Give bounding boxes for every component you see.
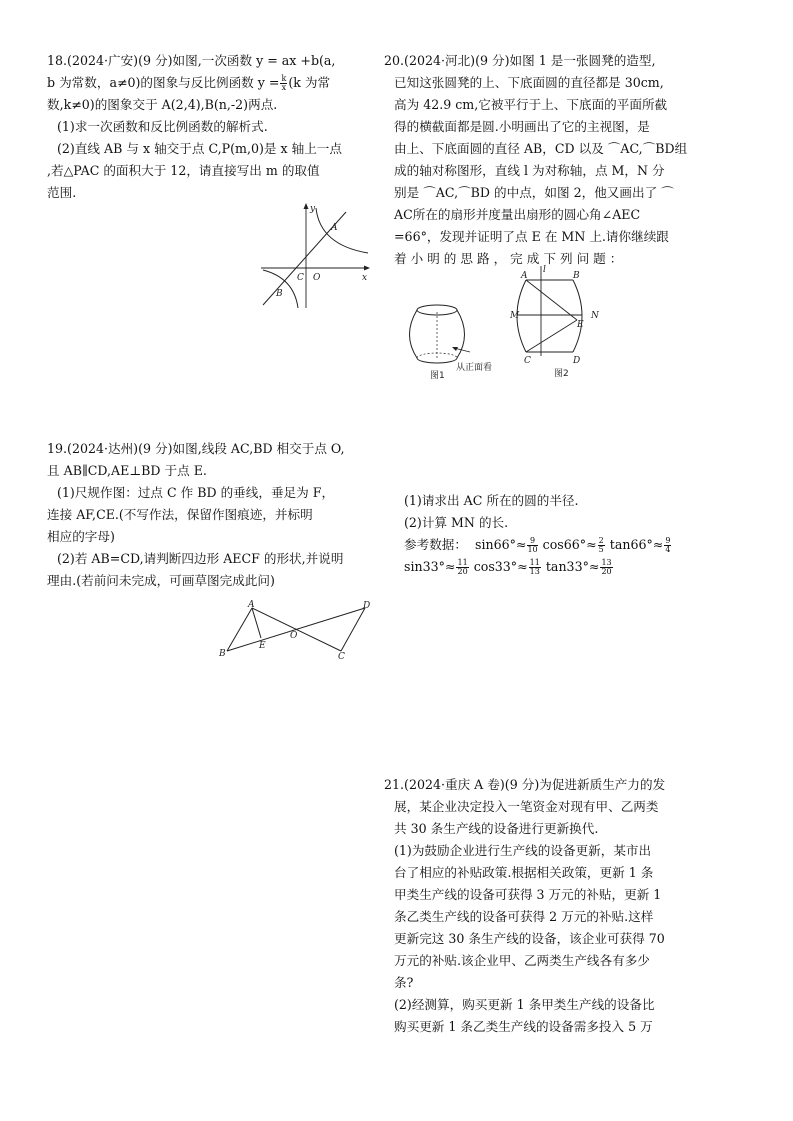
fraction-k-over-x: $\frac{k}{x}$ (281, 74, 287, 92)
label-a: A (331, 223, 338, 233)
label-y: y (310, 204, 316, 214)
q19-part-2-a: (2)若 AB=CD,请判断四边形 AECF 的形状,并说明 (57, 551, 344, 566)
q18-part-2-b: ,若△PAC 的面积大于 12，请直接写出 m 的取值 (47, 163, 320, 178)
label-l: l (543, 265, 546, 275)
label-c: C (524, 356, 531, 366)
q20-line-8: AC所在的扇形并度量出扇形的圆心角∠AEC (394, 207, 641, 222)
label-o: O (313, 273, 321, 283)
label-a: A (248, 600, 255, 610)
q20-line-4: 得的横截面都是圆.小明画出了它的主视图，是 (394, 119, 650, 134)
label-b: B (219, 649, 226, 659)
q19-part-1-c: 相应的字母) (47, 529, 115, 544)
segment-ae (252, 608, 261, 638)
q20-part-1: (1)请求出 AC 所在的圆的半径. (404, 493, 579, 508)
label-m: M (510, 311, 520, 321)
label-d: D (573, 356, 581, 366)
arc-bd (573, 280, 582, 352)
fig1-caption: 图1 (430, 371, 445, 381)
q20-line-7: 别是 ⌒AC,⌒BD 的中点，如图 2，他又画出了 ⌒ (394, 185, 674, 200)
fig2-caption: 图2 (554, 369, 569, 379)
question-20-parts (404, 490, 714, 578)
question-20 (384, 50, 714, 270)
label-o: O (290, 631, 298, 641)
label-c: C (338, 652, 345, 660)
q20-figure-1-stool (400, 290, 510, 382)
q20-line-9: =66°，发现并证明了点 E 在 MN 上.请你继续跟 (394, 229, 669, 244)
bottom-ellipse (417, 358, 457, 363)
label-n: N (591, 311, 599, 321)
q20-reference-line-2: sin33°≈ $\frac{11}{20}$ cos33°≈ $\frac{11}{13}$ tan33°≈ $\frac{13}{20}$ (404, 558, 612, 576)
label-c: C (297, 273, 304, 283)
q19-part-1-b: 连接 AF,CE.(不写作法，保留作图痕迹，并标明 (47, 507, 313, 522)
label-e: E (259, 641, 266, 651)
q20-figure-2-front-view (510, 264, 605, 382)
q20-reference-line-1: 参考数据： sin66°≈ $\frac{9}{10}$ cos66°≈ $\frac{2}{5}$ tan66°≈ $\frac{9}{4}$ (404, 536, 671, 554)
q21-part-1-d: 条乙类生产线的设备可获得 2 万元的补贴.这样 (394, 909, 654, 924)
hyperbola-branch-1 (316, 208, 368, 253)
q21-part-2-a: (2)经测算，购买更新 1 条甲类生产线的设备比 (394, 997, 655, 1012)
q18-function-graph (258, 200, 373, 312)
q20-line-5: 由上、下底面圆的直径 AB，CD 以及 ⌒AC,⌒BD组 (394, 141, 688, 156)
q20-part-2: (2)计算 MN 的长. (404, 515, 509, 530)
q18-part-2-a: (2)直线 AB 与 x 轴交于点 C,P(m,0)是 x 轴上一点 (57, 141, 342, 156)
q21-part-2-b: 购买更新 1 条乙类生产线的设备需多投入 5 万 (394, 1019, 653, 1034)
q20-line-6: 成的轴对称图形，直线 l 为对称轴，点 M，N 分 (394, 163, 665, 178)
q21-part-1-c: 甲类生产线的设备可获得 3 万元的补贴，更新 1 (394, 887, 662, 902)
q18-line-2: b 为常数，a≠0)的图象与反比例函数 y = $\frac{k}{x}$ (k 为常 (47, 74, 331, 92)
label-x: x (362, 273, 368, 283)
q19-part-1-a: (1)尺规作图：过点 C 作 BD 的垂线，垂足为 F， (57, 485, 335, 500)
q21-line-1: 21.(2024·重庆 A 卷)(9 分)为促进新质生产力的发 (384, 777, 666, 792)
q21-part-1-f: 万元的补贴.该企业甲、乙两类生产线各有多少 (394, 953, 650, 968)
q19-geometry-figure (215, 598, 375, 660)
q21-part-1-b: 台了相应的补贴政策.根据相关政策，更新 1 条 (394, 865, 654, 880)
q19-part-2-b: 理由.(若前问未完成，可画草图完成此问) (47, 573, 275, 588)
label-a: A (521, 271, 528, 281)
q18-line-1: 18.(2024·广安)(9 分)如图,一次函数 y = ax +b(a, (47, 53, 336, 68)
q19-line-2: 且 AB∥CD,AE⊥BD 于点 E. (47, 463, 207, 478)
label-e: E (577, 320, 584, 330)
q21-line-2: 展，某企业决定投入一笔资金对现有甲、乙两类 (394, 799, 659, 814)
left-side (410, 310, 418, 358)
q20-line-1: 20.(2024·河北)(9 分)如图 1 是一张圆凳的造型, (384, 53, 656, 68)
q18-part-2-c: 范围. (47, 185, 77, 200)
q19-line-1: 19.(2024·达州)(9 分)如图,线段 AC,BD 相交于点 O, (47, 441, 345, 456)
q21-part-1-g: 条? (394, 975, 414, 990)
q20-line-10: 着 小 明 的 思 路 ， 完 成 下 列 问 题 ： (394, 251, 623, 266)
q20-line-2: 已知这张圆凳的上、下底面圆的直径都是 30cm, (394, 75, 664, 90)
question-21 (384, 774, 714, 1038)
fig1-view-note: 从正面看 (456, 363, 493, 373)
label-d: D (363, 601, 371, 611)
label-b: B (573, 271, 580, 281)
q21-line-3: 共 30 条生产线的设备进行更新换代. (394, 821, 599, 836)
q21-part-1-a: (1)为鼓励企业进行生产线的设备更新，某市出 (394, 843, 652, 858)
q20-line-3: 高为 42.9 cm,它被平行于上、下底面的平面所截 (394, 97, 668, 112)
q21-part-1-e: 更新完这 30 条生产线的设备，该企业可获得 70 (394, 931, 665, 946)
q18-part-1: (1)求一次函数和反比例函数的解析式. (57, 119, 268, 134)
q18-line-3: 数,k≠0)的图象交于 A(2,4),B(n,-2)两点. (47, 97, 278, 112)
label-b: B (276, 289, 283, 299)
question-18 (47, 50, 377, 204)
question-19 (47, 438, 382, 592)
radius-ae (526, 280, 577, 320)
radius-ce (526, 320, 577, 352)
